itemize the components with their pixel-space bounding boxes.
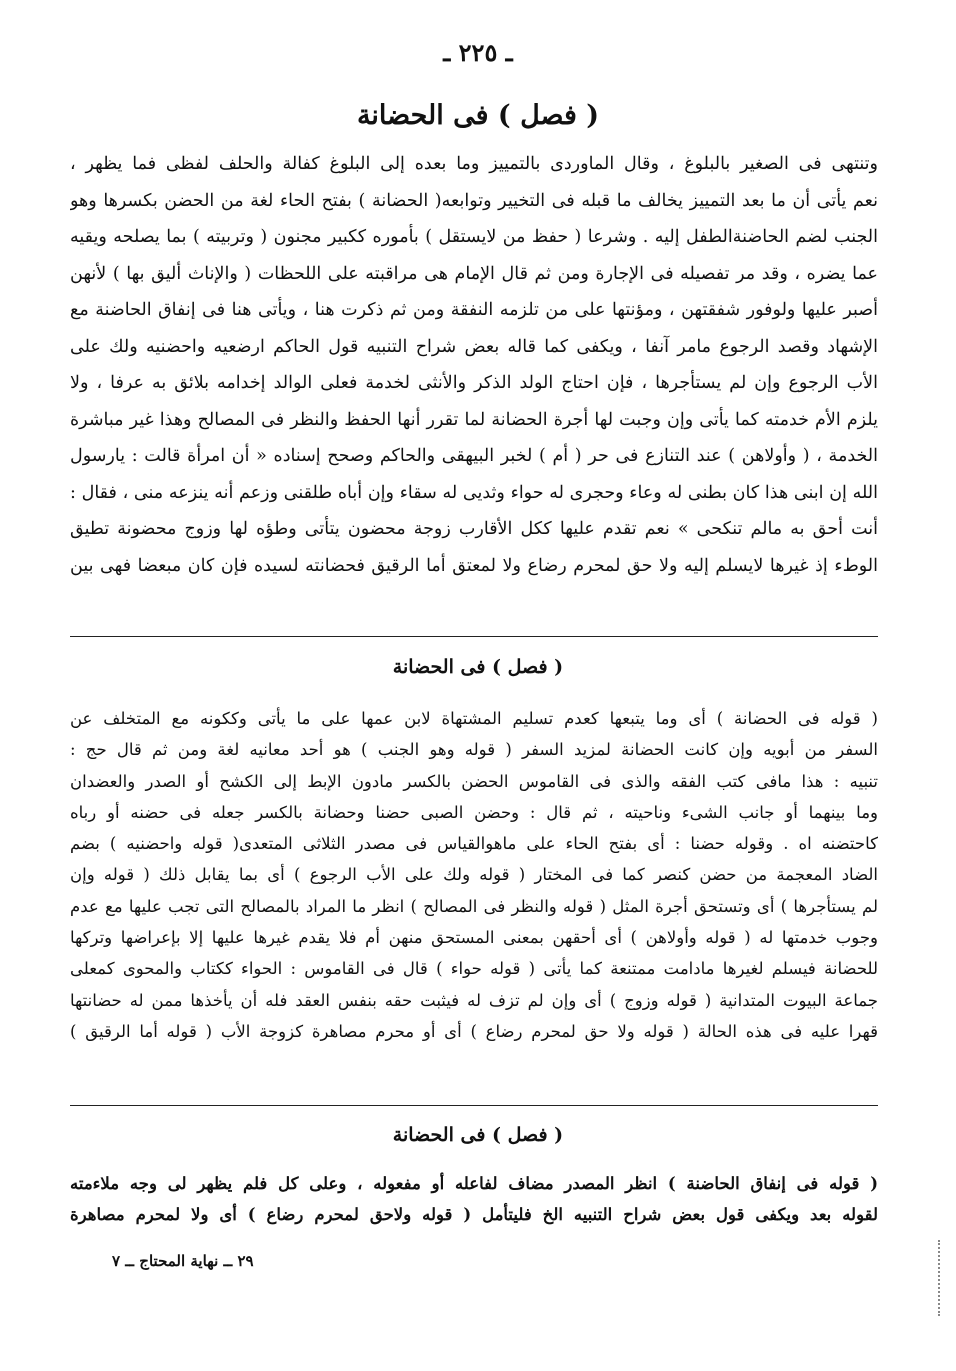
footnote-line: وما بينهما أو جانب الشىء وناحيته ، ثم قال : وحضن الصبى حضنا وحضانة بالكسر جعله فى حضنه أو رباه [70,802,878,822]
main-line: أنت أحق به مالم تنكحى » نعم تقدم عليها ككل الأقارب زوجة محضون يتأتى وطؤه لها وزوج محضونة تطيق [70,519,878,539]
footnote-2-heading: ( فصل ) فى الحضانة [392,1124,564,1146]
main-line: يلزم الأم خدمته كما يأتى وإن وجبت لها أجرة الحضانة لما تقرر أنها الحفظ والنظر فى المصالح وهذا غير مباشرة [70,409,878,430]
main-line: الوطء إذ غيرها لايسلم إليه ولا حق لمحرم رضاع ولا لمعتق أما الرقيق فحضانته لسيده فإن كان مبعضا فهى بين [70,555,878,576]
footnote-1-text [70,703,878,1047]
page-number: ـ ٢٢٥ ـ [443,38,513,67]
footnote-1-heading: ( فصل ) فى الحضانة [392,656,564,678]
footnote-line: لم يستأجرها ) أى وتستحق أجرة المثل ( قوله والنظر فى المصالح ) انظر ما المراد بالمصالح التى تجب عليها مع عدم [70,896,878,916]
footnote-line: تنبيه : هذا مافى كتب الفقه والذى فى القاموس الحضن بالكسر مادون الإبط إلى الكشح أو الصدر والعضدان [70,771,878,791]
footnote-line: لقوله بعد ويكفى قول بعض شراح التنبيه الخ فليتأمل ( قوله ولاحق لمحرم رضاع ) أى ولا لمحرم مصاهرة [70,1205,878,1225]
margin-mark [938,1240,943,1316]
footnote-2-text [70,1168,878,1231]
main-heading: ( فصل ) فى الحضانة [356,100,600,131]
footnote-line: السفر من أبويه وإن كانت الحضانة لمزيد السفر ( قوله وهو الجنب ) هو أحد معانيه لغة ومن ثم قال حج : [70,740,878,760]
main-line: الخدمة ، ( وأولاهن ) عند التنازع فى حر ( أم ) لخبر البيهقى والحاكم وصحح إسناده « أن امرأة قالت : يارسول [70,446,878,466]
footnote-line: كاحتضنه اه . وقوله حضنا : أى بفتح الحاء على ماهوالقياس فى مصدر الثلاثى المتعدى( قوله واحضنيه ) بضم [70,834,878,854]
volume-signature: ٢٩ ــ نهاية المحتاج ــ ٧ [112,1252,254,1270]
main-line: وتنتهى فى الصغير بالبلوغ ، وقال الماوردى بالتمييز وما بعده إلى البلوغ كفالة والحلف لفظى فما يظهر ، [70,154,878,174]
main-line: نعم يأتى أن ما بعد التمييز يخالف ما قبله فى التخيير وتوابعه( الحضانة ) بفتح الحاء لغة من الحضن بكسرها وهو [70,190,878,211]
main-line: الإشهاد وقصد الرجوع مامر آنفا ، ويكفى كما قاله بعض شراح التنبيه قول الحاكم ارضعيه واحضنيه ولك على [70,336,878,357]
main-line: الجنب لضم الحاضنةالطفل إليه . وشرعا ( حفظ من لايستقل ) بأموره ككبير مجنون ( وتربيته ) بما يصلحه ويقيه [70,227,878,247]
footnote-line: ( قوله فى الحضانة ) أى وما يتبعها كعدم تسليم المشتهاة لابن عمها على ما يأتى وككونه مع المتخلف عن [70,709,878,728]
footnote-divider [70,636,878,637]
footnote-line: وجوب خدمتها له ( قوله وأولاهن ) أى أحقهن بمعنى المستحق منهن أم فلا يقدم غيرها عليها إلا بإعراضها وتركها [70,928,878,948]
footnote-line: قهرا عليه فى هذه الحالة ( قوله ولا حق لمحرم رضاع ) أى أو محرم مصاهرة كزوجة الأب ( قوله أما الرقيق ) [70,1021,878,1041]
footnote-line: الضاد المعجمة من حضن كنصر كما فى المختار ( قوله ولك على الأب الرجوع ) أى بما يقابل ذلك ( قوله وإن [70,865,878,885]
footnote-divider [70,1105,878,1106]
footnote-line: ( قوله فى إنفاق الحاضنة ) انظر المصدر مضاف لفاعله أو مفعوله ، وعلى كل فلم يظهر لى وجه ملاءمته [70,1174,878,1193]
footnote-line: للحضانة فيسلم لغيرها مادامت ممتنعة كما يأتى ( قوله حواء ) قال فى القاموس : الحواء ككتاب والمحوى كمعلى [70,959,878,979]
main-line: عما يضره ، وقد مر تفصيله فى الإجارة ومن ثم قال الإمام هى مراقبته على اللحظات ( والإناث أليق بها ) لأنهن [70,263,878,284]
main-line: الله إن ابنى هذا كان بطنى له وعاء وحجرى له حواء وثديى له سقاء وإن أباه طلقنى وزعم أنه ينزعه منى ، فقال : [70,482,878,503]
footnote-line: جماعة البيوت المتدانية ( قوله وزوج ) أى وإن لم تزف له فيثبت حقه بنفس العقد فله أن يأخذها ممن له حضانتها [70,990,878,1010]
main-line: أصبر عليها ولوفور شفقتهن ، ومؤنتها على من تلزمه النفقة ومن ثم ذكرت هنا ، ويأتى هنا فى إنفاق الحاضنة مع [70,300,878,320]
main-line: الأب الرجوع وإن لم يستأجرها ، فإن احتاج الولد الذكر والأنثى لخدمة فعلى الوالد إخدامه بلائق به عرفا ، ولا [70,373,878,393]
main-text [70,146,878,584]
